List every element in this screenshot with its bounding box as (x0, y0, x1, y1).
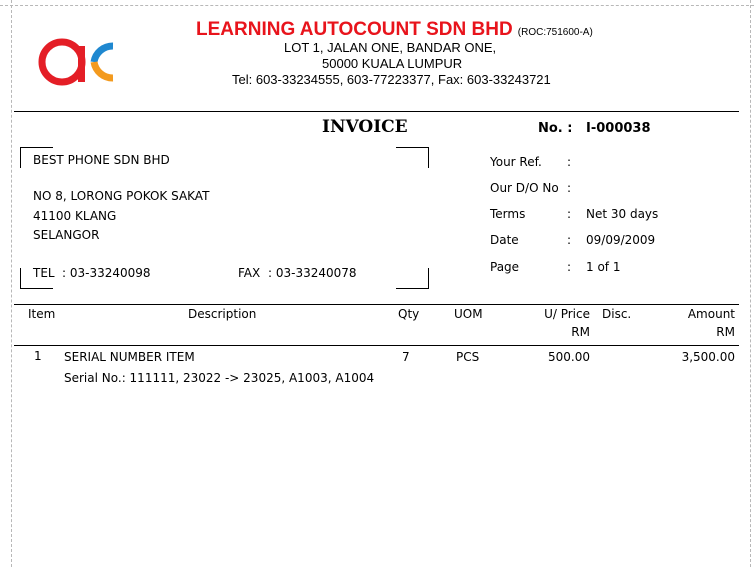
info-date-label: Date (490, 233, 519, 247)
right-margin-guide (750, 0, 751, 567)
top-margin-guide (0, 5, 754, 6)
col-header-amount-currency: RM (716, 325, 735, 339)
customer-address1: NO 8, LORONG POKOK SAKAT (33, 189, 210, 203)
customer-tel-value: : 03-33240098 (62, 266, 151, 280)
info-do-no-label: Our D/O No (490, 181, 559, 195)
address-box-corner-br (396, 268, 429, 289)
info-terms-colon: : (567, 207, 572, 221)
info-date-value: 09/09/2009 (586, 233, 656, 247)
row-unit-price: 500.00 (548, 350, 590, 364)
info-page-colon: : (567, 260, 572, 274)
info-terms-value: Net 30 days (586, 207, 659, 221)
table-header-rule (14, 345, 739, 346)
col-header-amount: Amount (687, 307, 735, 321)
info-date-colon: : (567, 233, 572, 247)
info-your-ref-colon: : (567, 155, 572, 169)
company-logo (38, 28, 122, 100)
table-top-rule (14, 304, 739, 305)
info-do-no-colon: : (567, 181, 572, 195)
row-item-no: 1 (34, 349, 42, 363)
customer-tel-label: TEL (33, 266, 55, 280)
header-divider (14, 111, 739, 112)
company-header (196, 19, 593, 41)
info-page-value: 1 of 1 (586, 260, 621, 274)
row-description: SERIAL NUMBER ITEM (64, 350, 195, 364)
customer-address2: 41100 KLANG (33, 209, 117, 223)
col-header-disc: Disc. (602, 307, 632, 321)
customer-name: BEST PHONE SDN BHD (33, 153, 170, 167)
customer-fax-label: FAX (238, 266, 261, 280)
company-name: LEARNING AUTOCOUNT SDN BHD (196, 19, 513, 40)
customer-fax-value: : 03-33240078 (268, 266, 357, 280)
row-serial-numbers: Serial No.: 111111, 23022 -> 23025, A1003, A1004 (64, 371, 375, 385)
address-box-corner-tr (396, 147, 429, 168)
row-amount: 3,500.00 (681, 350, 735, 364)
document-title: INVOICE (322, 117, 408, 137)
company-address-line2: 50000 KUALA LUMPUR (322, 56, 463, 71)
col-header-description: Description (188, 307, 257, 321)
left-margin-guide (11, 0, 12, 567)
company-address-line1: LOT 1, JALAN ONE, BANDAR ONE, (284, 40, 497, 55)
info-your-ref-label: Your Ref. (490, 155, 542, 169)
col-header-item: Item (28, 307, 56, 321)
row-qty: 7 (402, 350, 410, 364)
col-header-unit-price: U/ Price (544, 307, 590, 321)
col-header-uom: UOM (454, 307, 483, 321)
info-page-label: Page (490, 260, 520, 274)
invoice-no-label: No. : (538, 121, 573, 136)
info-terms-label: Terms (490, 207, 526, 221)
customer-address3: SELANGOR (33, 228, 100, 242)
company-roc: (ROC:751600-A) (517, 27, 593, 38)
row-uom: PCS (456, 350, 480, 364)
company-contact-line: Tel: 603-33234555, 603-77223377, Fax: 603-33243721 (232, 72, 551, 87)
col-header-unit-price-currency: RM (571, 325, 590, 339)
col-header-qty: Qty (398, 307, 420, 321)
invoice-no-value: I-000038 (586, 121, 651, 136)
